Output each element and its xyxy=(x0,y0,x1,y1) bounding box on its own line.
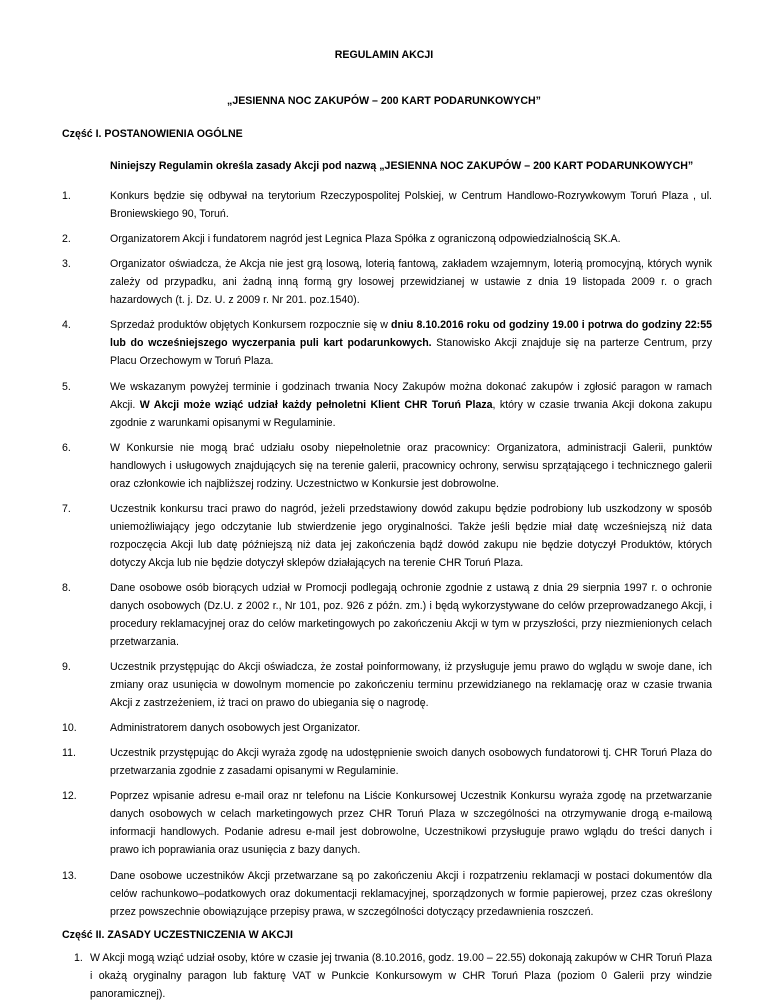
body-text: Uczestnik przystępując do Akcji wyraża zgodę na udostępnienie swoich danych osobowych fundatorowi tj. CHR Toruń Plaza do przetwarzania zgodnie z zasadami opisanymi w Regulaminie. xyxy=(110,747,712,778)
item-number: 8. xyxy=(62,581,71,594)
body-text: Administratorem danych osobowych jest Organizator. xyxy=(110,722,361,735)
item-text xyxy=(110,719,712,737)
part1-intro: Niniejszy Regulamin określa zasady Akcji pod nazwą „JESIENNA NOC ZAKUPÓW – 200 KART PODARUNKOWYCH” xyxy=(110,160,694,172)
body-text: Organizator oświadcza, że Akcja nie jest grą losową, loterią fantową, zakładem wzajemnym, loterią promocyjną, których wynik zależy od przypadku, ani żadną inną formą gry losowej przewidzianej w ustawie z dnia 19 listopada 2009 r. o grach hazardowych (t. j. Dz. U. z 2009 r. Nr 201. poz.1540). xyxy=(110,258,712,307)
emphasis-text: W Akcji może wziąć udział każdy pełnoletni Klient CHR Toruń Plaza xyxy=(139,398,493,411)
item-text xyxy=(110,378,712,432)
body-text: Poprzez wpisanie adresu e-mail oraz nr telefonu na Liście Konkursowej Uczestnik Konkursu wyraża zgodę na przetwarzanie danych osobowych w celach marketingowych przez CHR Toruń Plaza w szczególności na otrzymywanie drogą e-mailową informacji handlowych. Podanie adresu e-mail jest dobrowolne, Uczestnikowi przysługuje prawo wglądu do treści danych i prawo ich poprawiania oraz usunięcia z bazy danych. xyxy=(110,790,712,857)
item-number: 6. xyxy=(62,441,71,454)
item-number: 9. xyxy=(62,661,71,674)
document-title: REGULAMIN AKCJI xyxy=(334,49,434,61)
body-text: We wskazanym powyżej terminie i godzinach trwania Nocy Zakupów można dokonać zakupów i zgłosić paragon w ramach Akcji. xyxy=(110,380,712,411)
item-text xyxy=(90,949,712,1003)
body-text: W Akcji mogą wziąć udział osoby, które w czasie jej trwania (8.10.2016, godz. 19.00 – 22.55) dokonają zakupów w CHR Toruń Plaza i okażą oryginalny paragon lub fakturę VAT w Punkcie Konkursowym w CHR Toruń Plaza (poziom 0 Galerii przy windzie panoramicznej). xyxy=(90,951,712,1000)
item-text xyxy=(110,787,712,859)
item-number: 2. xyxy=(62,233,71,246)
item-text xyxy=(110,230,712,248)
item-text xyxy=(110,255,712,309)
part2-heading: Część II. ZASADY UCZESTNICZENIA W AKCJI xyxy=(62,928,293,941)
item-text xyxy=(110,500,712,572)
part1-heading: Część I. POSTANOWIENIA OGÓLNE xyxy=(62,128,243,140)
body-text: Uczestnik konkursu traci prawo do nagród, jeżeli przedstawiony dowód zakupu będzie podrobiony lub uszkodzony w sposób uniemożliwiający jego odczytanie lub stwierdzenie jego oryginalności. Także jeśli będzie miał datę wcześniejszą niż data rozpoczęcia Akcji lub datę późniejszą niż data jej zakończenia bądź dowód zakupu nie będzie dotyczył Produktów, których dotyczy Akcja lub nie będzie dotyczył sklepów działających na terenie CHR Toruń Plaza. xyxy=(110,502,712,569)
item-number: 13. xyxy=(62,869,77,882)
item-text xyxy=(110,658,712,712)
item-number: 10. xyxy=(62,722,77,735)
item-number: 12. xyxy=(62,790,77,803)
item-number: 5. xyxy=(62,380,71,393)
body-text: , który w czasie trwania Akcji dokona zakupu zgodnie z warunkami opisanymi w Regulaminie. xyxy=(110,398,712,429)
body-text: Organizatorem Akcji i fundatorem nagród jest Legnica Plaza Spółka z ograniczoną odpowiedzialnością SK.A. xyxy=(110,233,621,246)
emphasis-text: dniu 8.10.2016 roku od godziny 19.00 i potrwa do godziny 22:55 lub do wcześniejszego wyczerpania puli kart podarunkowych. xyxy=(110,319,712,350)
body-text: Konkurs będzie się odbywał na terytorium Rzeczypospolitej Polskiej, w Centrum Handlowo-Rozrywkowym Toruń Plaza , ul. Broniewskiego 90, Toruń. xyxy=(110,190,712,220)
item-number: 7. xyxy=(62,502,71,515)
item-text xyxy=(110,187,712,223)
item-number: 1. xyxy=(74,951,83,964)
item-number: 1. xyxy=(62,190,71,202)
item-text xyxy=(110,439,712,493)
item-number: 4. xyxy=(62,319,71,332)
body-text: Dane osobowe uczestników Akcji przetwarzane są po zakończeniu Akcji i rozpatrzeniu reklamacji w postaci dokumentów dla celów rachunkowo–podatkowych oraz dokumentacji reklamacyjnej, sporządzonych w formie papierowej, przez czas określony przez powszechnie obowiązujące przepisy prawa, w szczególności dotyczący przedawnienia roszczeń. xyxy=(110,869,712,918)
body-text: Sprzedaż produktów objętych Konkursem rozpocznie się w xyxy=(110,319,392,332)
item-number: 3. xyxy=(62,258,71,271)
body-text: W Konkursie nie mogą brać udziału osoby niepełnoletnie oraz pracownicy: Organizatora, administracji Galerii, punktów handlowych i usługowych znajdujących się na terenie galerii, pracownicy ochrony, serwisu sprzątającego i technicznego galerii oraz członkowie ich najbliższej rodziny. Uczestnictwo w Konkursie jest dobrowolne. xyxy=(110,441,712,490)
item-text xyxy=(110,867,712,921)
item-text xyxy=(110,316,712,370)
item-number: 11. xyxy=(62,747,76,760)
document-subtitle: „JESIENNA NOC ZAKUPÓW – 200 KART PODARUNKOWYCH” xyxy=(227,95,541,107)
body-text: Dane osobowe osób biorących udział w Promocji podlegają ochronie zgodnie z ustawą z dnia 29 sierpnia 1997 r. o ochronie danych osobowych (Dz.U. z 2002 r., Nr 101, poz. 926 z późn. zm.) i będą wykorzystywane do celów przeprowadzanego Akcji, i procedury reklamacyjnej oraz do celów marketingowych po zakończeniu Akcji w tym w przyszłości, przy niezmienionych celach przetwarzania. xyxy=(110,581,712,648)
item-text xyxy=(110,744,712,780)
item-text xyxy=(110,579,712,651)
body-text: Uczestnik przystępując do Akcji oświadcza, że został poinformowany, iż przysługuje jemu prawo do wglądu w swoje dane, ich zmiany oraz usunięcia w dowolnym momencie po zakończeniu terminu przewidzianego na reklamację oraz w czasie trwania Akcji z zastrzeżeniem, iż traci on prawo do ubiegania się o nagrodę. xyxy=(110,661,712,710)
body-text: Stanowisko Akcji znajduje się na parterze Centrum, przy Placu Orzechowym w Toruń Plaza. xyxy=(110,337,712,368)
